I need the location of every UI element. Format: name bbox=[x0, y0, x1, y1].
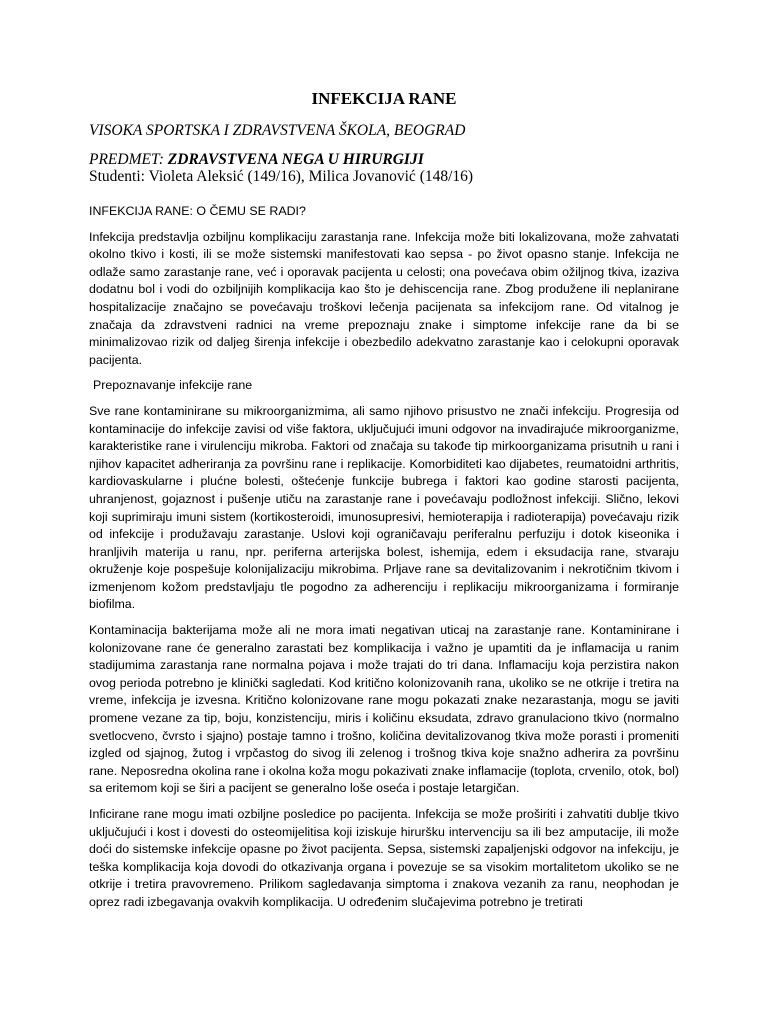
document-title: INFEKCIJA RANE bbox=[311, 89, 457, 108]
subject-label: PREDMET: bbox=[89, 151, 164, 168]
paragraph-consequences: Inficirane rane mogu imati ozbiljne posledice po pacijenta. Infekcija se može proširiti i zahvatiti dublje tkivo uključujući i kost i dovesti do osteomijelitisa koji iziskuje hiruršku intervenciju sa ili bez amputacije, ili može doći do sistemske infekcije opasne po život pacijenta. Sepsa, sistemski zapaljenjski odgovor na infekciju, je teška komplikacija koja dovodi do otkazivanja organa i povezuje se sa visokim mortalitetom ukoliko se ne otkrije i tretira pravovremeno. Prilikom sagledavanja simptoma i znakova vezanih za ranu, neophodan je oprez radi izbegavanja ovakvih komplikacija. U određenim slučajevima potrebno je tretirati bbox=[89, 807, 679, 909]
paragraph-contamination: Sve rane kontaminirane su mikroorganizmima, ali samo njihovo prisustvo ne znači infekciju. Progresija od kontaminacije do infekcije zavisi od više faktora, uključujući imuni odgovor na invadirajuće mikroorganizme, karakteristike rane i virulenciju mikroba. Faktori od značaja su takođe tip mirkoorganizama prisutnih u rani i njihov kapacitet adheriranja za površinu rane i replikacije. Komorbiditeti kao dijabetes, reumatoidni arthritis, kardiovaskularne i plućne bolesti, oštećenje funkcije bubrega i faktori kao godine starosti pacijenta, uhranjenost, gojaznost i pušenje utiču na zarastanje rane i povećavaju podložnost infekciji. Slično, lekovi koji suprimiraju imuni sistem (kortikosteroidi, imunosupresivi, hemioterapija i radioterapija) povećavaju rizik od infekcije i produžavaju zarastanje. Uslovi koji ograničavaju periferalnu perfuziju i dotok kiseonika i hranljivih materija u ranu, npr. periferna arterijska bolest, ishemija, edem i eksudacija rane, stvaraju okruženje koje pospešuje kolonijalizaciju mikrobima. Prljave rane sa devitalizovanim i nekrotičnim tkivom i izmenjenom kožom predstavljaju tle pogodno za adherenciju i replikaciju mikroorganizama i formiranje biofilma. bbox=[89, 403, 679, 612]
school-name: VISOKA SPORTSKA I ZDRAVSTVENA ŠKOLA, BEOGRAD bbox=[89, 122, 466, 139]
students-line: Studenti: Violeta Aleksić (149/16), Milica Jovanović (148/16) bbox=[89, 168, 474, 185]
paragraph-colonization: Kontaminacija bakterijama može ali ne mora imati negativan uticaj na zarastanje rane. Kontaminirane i kolonizovane rane će generalno zarastati bez komplikacija i važno je upamtiti da je inflamacija u ranim stadijumima zarastanja rane normalna pojava i može trajati do tri dana. Inflamaciju koja perzistira nakon ovog perioda potrebno je klinički sagledati. Kod kritično kolonizovanih rana, ukoliko se ne otkrije i tretira na vreme, infekcija je izvesna. Kritično kolonizovane rane mogu pokazati znake nezarastanja, mogu se javiti promene vezane za tip, boju, konzistenciju, miris i količinu eksudata, zdravo granulaciono tkivo (normalno svetlocveno, čvrsto i sjajno) postaje tamno i trošno, količina devitalizovanog tkiva može porasti i promeniti izgled od sjajnog, žutog i vrpčastog do sivog ili zelenog i trošnog tkiva koje snažno adherira za površinu rane. Neposredna okolina rane i okolna koža mogu pokazivati znake inflamacije (toplota, crvenilo, otok, bol) sa eritemom koji se širi a pacijent se generalno loše oseća i postaje letargičan. bbox=[89, 623, 679, 796]
subject-line bbox=[89, 151, 679, 168]
subject-value: ZDRAVSTVENA NEGA U HIRURGIJI bbox=[167, 151, 424, 168]
subheading-recognition: Prepoznavanje infekcije rane bbox=[93, 378, 253, 393]
section-heading: INFEKCIJA RANE: O ČEMU SE RADI? bbox=[89, 204, 306, 218]
paragraph-intro: Infekcija predstavlja ozbiljnu komplikaciju zarastanja rane. Infekcija može biti lokalizovana, može zahvatati okolno tkivo i kosti, ili se može sistemski manifestovati kao sepsa - po život opasno stanje. Infekcija ne odlaže samo zarastanje rane, već i oporavak pacijenta u celosti; ona povećava obim ožiljnog tkiva, izaziva dodatnu bol i vodi do ozbiljnijih komplikacija kao što je dehiscencija rane. Zbog produžene ili neplanirane hospitalizacije značajno se povećavaju troškovi lečenja pacijenata sa infekcijom rane. Od vitalnog je značaja da zdravstveni radnici na vreme prepoznaju znake i simptome infekcije rane da bi se minimalizovao rizik od daljeg širenja infekcije i obezbedilo adekvatno zarastanje kao i celokupni oporavak pacijenta. bbox=[89, 229, 679, 367]
document-page bbox=[89, 88, 679, 920]
